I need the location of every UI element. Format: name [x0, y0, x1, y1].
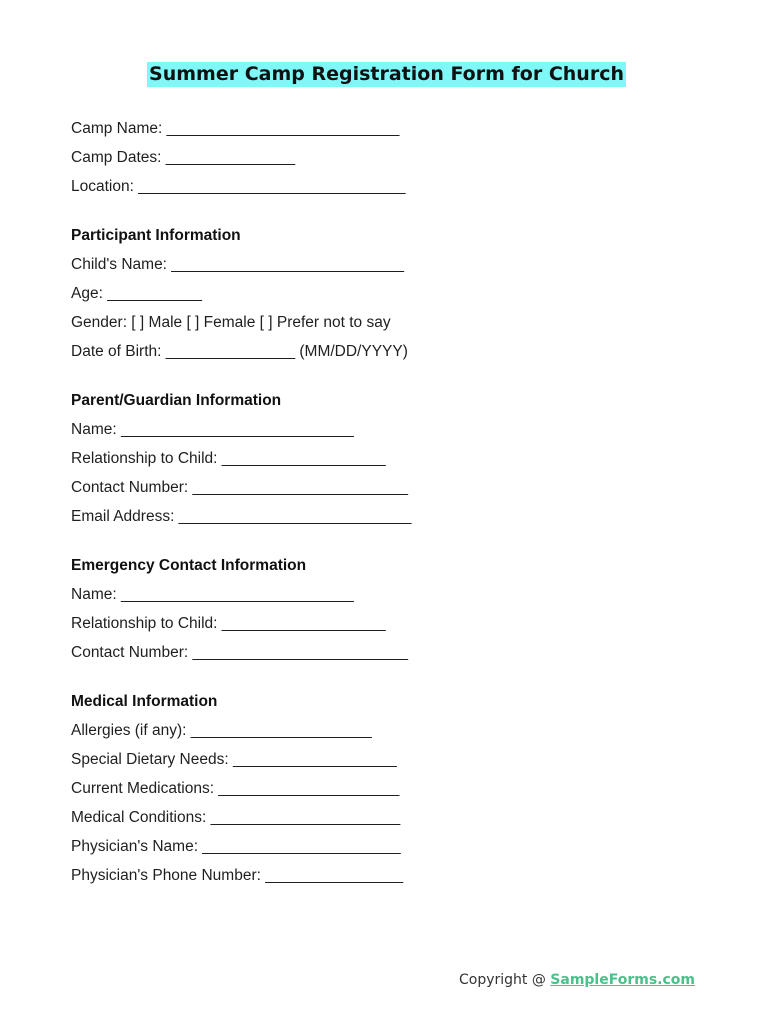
copyright-footer: [459, 969, 695, 991]
medications-field[interactable]: Current Medications: _____________________: [71, 780, 400, 797]
date-of-birth-field[interactable]: Date of Birth: _______________ (MM/DD/YYYY): [71, 343, 408, 360]
form-body: [71, 114, 711, 890]
guardian-relationship-field[interactable]: Relationship to Child: ___________________: [71, 450, 386, 467]
emergency-contact-field[interactable]: Contact Number: _________________________: [71, 644, 408, 661]
camp-dates-field[interactable]: Camp Dates: _______________: [71, 149, 296, 166]
title-container: [0, 62, 773, 87]
physician-phone-field[interactable]: Physician's Phone Number: ________________: [71, 867, 404, 884]
medical-section: [71, 687, 711, 890]
allergies-field[interactable]: Allergies (if any): _____________________: [71, 722, 372, 739]
participant-section: [71, 221, 711, 366]
medical-conditions-field[interactable]: Medical Conditions: ______________________: [71, 809, 401, 826]
camp-details: [71, 114, 711, 201]
emergency-relationship-field[interactable]: Relationship to Child: ___________________: [71, 615, 386, 632]
medical-heading: Medical Information: [71, 693, 218, 710]
physician-name-field[interactable]: Physician's Name: _______________________: [71, 838, 401, 855]
guardian-name-field[interactable]: Name: ___________________________: [71, 421, 354, 438]
participant-heading: Participant Information: [71, 227, 241, 244]
copyright-text: Copyright @: [458, 972, 551, 988]
gender-options[interactable]: Gender: [ ] Male [ ] Female [ ] Prefer not to say: [71, 314, 391, 331]
guardian-heading: Parent/Guardian Information: [71, 392, 282, 409]
form-title: Summer Camp Registration Form for Church: [149, 63, 624, 85]
location-field[interactable]: Location: _______________________________: [71, 178, 406, 195]
guardian-contact-field[interactable]: Contact Number: _________________________: [71, 479, 408, 496]
guardian-email-field[interactable]: Email Address: ___________________________: [71, 508, 412, 525]
brand-link[interactable]: SampleForms.com: [550, 972, 695, 988]
emergency-section: [71, 551, 711, 667]
age-field[interactable]: Age: ___________: [71, 285, 203, 302]
child-name-field[interactable]: Child's Name: ___________________________: [71, 256, 405, 273]
dietary-needs-field[interactable]: Special Dietary Needs: ___________________: [71, 751, 397, 768]
emergency-heading: Emergency Contact Information: [71, 557, 307, 574]
camp-name-field[interactable]: Camp Name: ___________________________: [71, 120, 400, 137]
guardian-section: [71, 386, 711, 531]
emergency-name-field[interactable]: Name: ___________________________: [71, 586, 354, 603]
